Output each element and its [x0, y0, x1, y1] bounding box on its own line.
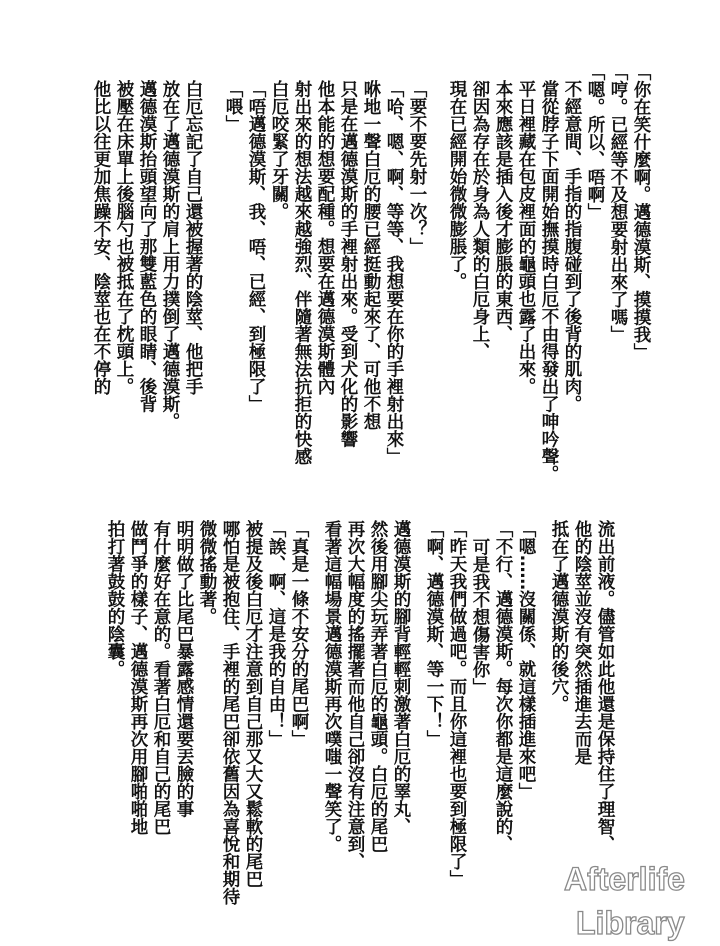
paragraph	[221, 80, 428, 490]
paragraph	[89, 80, 204, 490]
narration-line: 他的陰莖並沒有突然插進去而是	[572, 520, 592, 765]
narration-line: 當從脖子下面開始撫摸時白厄不由得發出了呻吟聲。	[539, 80, 559, 483]
narration-line: 白厄咬緊了牙關。	[269, 80, 289, 220]
narration-line: 放在了邁德漠斯的肩上用力撲倒了邁德漠斯。	[160, 80, 180, 430]
dialogue-line: 「不行、邁德漠斯。每次你都是這麼說的、	[493, 520, 513, 853]
narration-line: 抵在了邁德漠斯的後穴。	[549, 520, 569, 713]
narration-line: 現在已經開始微微膨脹了。	[447, 80, 467, 290]
narration-line: 流出前液。儘管如此他還是保持住了理智、	[595, 520, 615, 853]
paragraph	[422, 520, 537, 920]
dialogue-line: 可是我不想傷害你」	[470, 537, 490, 695]
dialogue-line: 「昨天我們做過吧。而且你這裡也要到極限了」	[447, 520, 467, 888]
dialogue-line: 「嗯。所以、唔啊」	[585, 62, 605, 220]
narration-line: 邁德漠斯抬頭望向了那雙藍色的眼睛、後背	[137, 80, 157, 413]
dialogue-line: 「要不要先射一次？」	[407, 80, 427, 255]
dialogue-line: 「哈、嗯、啊、等等、我想要在你的手裡射出來」	[384, 80, 404, 465]
paragraph	[320, 520, 412, 920]
dialogue-line: 「嗯……沒關係、就這樣插進來吧」	[516, 520, 536, 800]
narration-line: 他比以往更加焦躁不安、陰莖也在不停的	[91, 80, 111, 395]
narration-line: 只是在邁德漠斯的手裡射出來。受到犬化的影響	[338, 80, 358, 448]
narration-line: 不經意間、手指的指腹碰到了後背的肌肉。	[562, 80, 582, 413]
logo-word-library: Library	[576, 905, 685, 941]
dialogue-line: 「真是一條不安分的尾巴啊」	[289, 520, 309, 748]
dialogue-line: 「誒、啊、這是我的自由！」	[266, 520, 286, 748]
narration-line: 微微搖動著。	[197, 520, 217, 625]
narration-line: 本來應該是插入後才膨脹的東西、	[493, 80, 513, 343]
dialogue-line: 「你在笑什麼啊。邁德漠斯、摸摸我」	[631, 62, 651, 360]
narration-line: 被壓在床單上後腦勺也被抵在了枕頭上。	[114, 80, 134, 395]
narration-line: 有什麼好在意的。看著白厄和自己的尾巴	[151, 520, 171, 835]
logo-word-afterlife: Afterlife	[564, 861, 685, 897]
dialogue-line: 「喂」	[223, 80, 243, 133]
narration-line: 白厄忘記了自己還被握著的陰莖、他把手	[183, 80, 203, 395]
narration-line: 再次大幅度的搖擺著而他自己卻沒有注意到、	[345, 520, 365, 870]
narration-line: 然後用腳尖玩弄著白厄的龜頭。白厄的尾巴	[368, 520, 388, 853]
narration-line: 拍打著鼓鼓的陰囊。	[105, 520, 125, 678]
paragraph	[103, 520, 310, 920]
lower-text-block	[103, 520, 616, 920]
narration-line: 被提及後白厄才注意到自己那又大又鬆軟的尾巴	[243, 520, 263, 888]
narration-line: 他本能的想要配種。想要在邁德漠斯體內	[315, 80, 335, 395]
narration-line: 平日裡藏在包皮裡面的龜頭也露了出來。	[516, 80, 536, 395]
upper-text-block	[89, 62, 652, 490]
narration-line: 射出來的想法越來越強烈、伴隨著無法抗拒的快感	[292, 80, 312, 465]
narration-line: 做鬥爭的樣子、邁德漠斯再次用腳啪啪地	[128, 520, 148, 835]
dialogue-line: 「唔邁德漠斯、我、唔、已經、到極限了」	[246, 80, 266, 413]
narration-line: 卻因為存在於身為人類的白厄身上、	[470, 80, 490, 360]
afterlife-library-logo	[560, 856, 716, 944]
narration-line: 明明做了比尾巴暴露感情還要丟臉的事	[174, 520, 194, 818]
narration-line: 看著這幅場景邁德漠斯再次噗嗤一聲笑了。	[322, 520, 342, 853]
narration-line: 咻地一聲白厄的腰已經挺動起來了、可他不想	[361, 80, 381, 430]
narration-line: 哪怕是被抱住、手裡的尾巴卻依舊因為喜悅和期待	[220, 520, 240, 905]
narration-line: 邁德漠斯的腳背輕輕刺激著白厄的睪丸、	[391, 520, 411, 835]
paragraph	[445, 62, 652, 490]
dialogue-line: 「哼。已經等不及想要射出來了嗎」	[608, 62, 628, 343]
dialogue-line: 「啊、邁德漠斯、等一下！」	[424, 520, 444, 748]
